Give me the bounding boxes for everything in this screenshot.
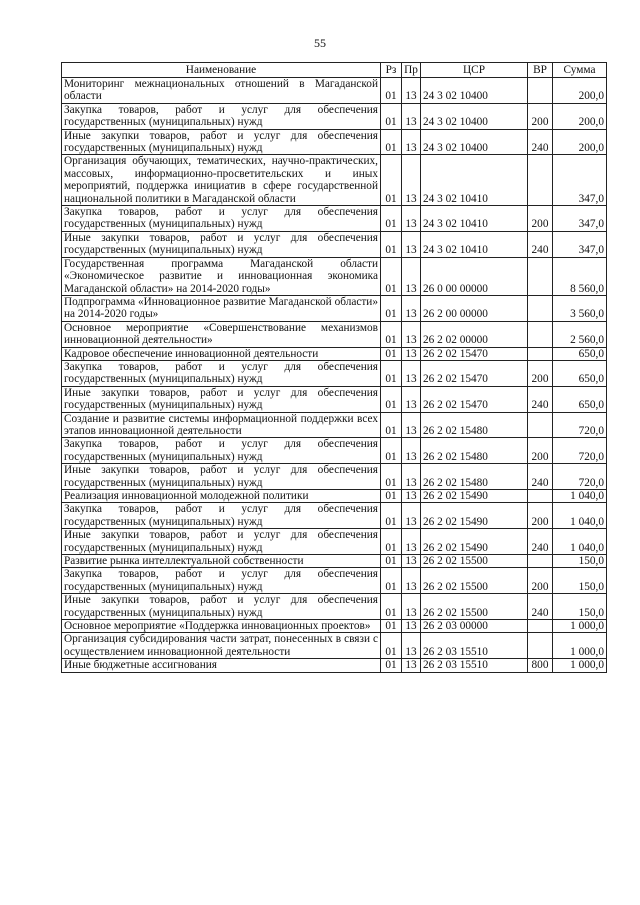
row-pr-cell: 13 (402, 78, 421, 104)
table-row (62, 295, 607, 321)
row-csr-cell: 24 3 02 10410 (421, 206, 528, 232)
row-name-cell: Организация обучающих, тематических, научно-практических, массовых, информационно-просветительских и иных мероприятий, поддержка инициатив в сфере государственной национальной политики в Магаданской области (62, 155, 381, 206)
row-rz-cell: 01 (381, 659, 402, 672)
row-vr-cell (528, 295, 553, 321)
row-pr-cell: 13 (402, 503, 421, 529)
row-sum-cell: 1 000,0 (553, 633, 607, 659)
row-vr-cell: 800 (528, 659, 553, 672)
row-csr-cell: 26 2 02 15470 (421, 360, 528, 386)
row-name-cell: Основное мероприятие «Совершенствование механизмов инновационной деятельности» (62, 321, 381, 347)
row-pr-cell: 13 (402, 555, 421, 568)
row-csr-cell: 26 2 02 15500 (421, 555, 528, 568)
row-sum-cell: 347,0 (553, 231, 607, 257)
row-rz-cell: 01 (381, 620, 402, 633)
row-rz-cell: 01 (381, 206, 402, 232)
row-vr-cell: 240 (528, 129, 553, 155)
row-name-cell: Закупка товаров, работ и услуг для обеспечения государственных (муниципальных) нужд (62, 568, 381, 594)
row-vr-cell: 240 (528, 386, 553, 412)
row-name-cell: Иные бюджетные ассигнования (62, 659, 381, 672)
row-pr-cell: 13 (402, 464, 421, 490)
row-rz-cell: 01 (381, 568, 402, 594)
row-pr-cell: 13 (402, 103, 421, 129)
row-rz-cell: 01 (381, 594, 402, 620)
row-pr-cell: 13 (402, 257, 421, 295)
row-csr-cell: 26 2 02 15490 (421, 529, 528, 555)
row-sum-cell: 3 560,0 (553, 295, 607, 321)
table-row (62, 555, 607, 568)
header-name: Наименование (62, 63, 381, 78)
table-row (62, 386, 607, 412)
row-rz-cell: 01 (381, 360, 402, 386)
table-row (62, 206, 607, 232)
row-name-cell: Иные закупки товаров, работ и услуг для обеспечения государственных (муниципальных) нужд (62, 529, 381, 555)
row-name-cell: Создание и развитие системы информационной поддержки всех этапов инновационной деятельности (62, 412, 381, 438)
row-vr-cell: 240 (528, 594, 553, 620)
row-rz-cell: 01 (381, 347, 402, 360)
row-vr-cell: 200 (528, 103, 553, 129)
table-row (62, 257, 607, 295)
row-rz-cell: 01 (381, 231, 402, 257)
row-pr-cell: 13 (402, 347, 421, 360)
row-pr-cell: 13 (402, 129, 421, 155)
header-rz: Рз (381, 63, 402, 78)
table-row (62, 155, 607, 206)
row-vr-cell (528, 347, 553, 360)
table-row (62, 529, 607, 555)
table-row (62, 464, 607, 490)
row-sum-cell: 150,0 (553, 555, 607, 568)
row-vr-cell (528, 78, 553, 104)
table-row (62, 620, 607, 633)
row-vr-cell (528, 555, 553, 568)
header-vr: ВР (528, 63, 553, 78)
row-pr-cell: 13 (402, 386, 421, 412)
row-sum-cell: 200,0 (553, 103, 607, 129)
row-vr-cell: 200 (528, 360, 553, 386)
row-sum-cell: 200,0 (553, 78, 607, 104)
header-csr: ЦСР (421, 63, 528, 78)
row-sum-cell: 347,0 (553, 155, 607, 206)
row-csr-cell: 24 3 02 10410 (421, 231, 528, 257)
table-row (62, 503, 607, 529)
row-csr-cell: 26 2 02 15480 (421, 464, 528, 490)
row-name-cell: Иные закупки товаров, работ и услуг для обеспечения государственных (муниципальных) нужд (62, 129, 381, 155)
row-pr-cell: 13 (402, 321, 421, 347)
table-row (62, 360, 607, 386)
row-csr-cell: 26 2 02 15490 (421, 503, 528, 529)
row-name-cell: Государственная программа Магаданской области «Экономическое развитие и инновационная экономика Магаданской области» на 2014-2020 годы» (62, 257, 381, 295)
row-csr-cell: 24 3 02 10400 (421, 78, 528, 104)
row-name-cell: Закупка товаров, работ и услуг для обеспечения государственных (муниципальных) нужд (62, 438, 381, 464)
row-pr-cell: 13 (402, 412, 421, 438)
row-csr-cell: 26 2 02 15500 (421, 568, 528, 594)
row-rz-cell: 01 (381, 155, 402, 206)
row-sum-cell: 1 040,0 (553, 529, 607, 555)
row-pr-cell: 13 (402, 438, 421, 464)
row-vr-cell: 200 (528, 503, 553, 529)
row-vr-cell: 240 (528, 231, 553, 257)
row-sum-cell: 200,0 (553, 129, 607, 155)
table-row (62, 594, 607, 620)
row-rz-cell: 01 (381, 103, 402, 129)
row-pr-cell: 13 (402, 568, 421, 594)
row-sum-cell: 2 560,0 (553, 321, 607, 347)
row-vr-cell (528, 620, 553, 633)
row-rz-cell: 01 (381, 555, 402, 568)
table-row (62, 129, 607, 155)
row-name-cell: Закупка товаров, работ и услуг для обеспечения государственных (муниципальных) нужд (62, 103, 381, 129)
row-vr-cell (528, 155, 553, 206)
table-row (62, 659, 607, 672)
row-csr-cell: 26 2 02 15470 (421, 386, 528, 412)
row-sum-cell: 1 040,0 (553, 490, 607, 503)
table-row (62, 438, 607, 464)
row-rz-cell: 01 (381, 529, 402, 555)
row-name-cell: Иные закупки товаров, работ и услуг для обеспечения государственных (муниципальных) нужд (62, 594, 381, 620)
row-vr-cell (528, 321, 553, 347)
row-csr-cell: 24 3 02 10410 (421, 155, 528, 206)
row-rz-cell: 01 (381, 503, 402, 529)
row-rz-cell: 01 (381, 295, 402, 321)
row-csr-cell: 24 3 02 10400 (421, 129, 528, 155)
row-pr-cell: 13 (402, 620, 421, 633)
row-pr-cell: 13 (402, 231, 421, 257)
row-name-cell: Организация субсидирования части затрат, понесенных в связи с осуществлением инновационной деятельности (62, 633, 381, 659)
row-rz-cell: 01 (381, 129, 402, 155)
row-sum-cell: 650,0 (553, 386, 607, 412)
row-sum-cell: 150,0 (553, 594, 607, 620)
table-row (62, 103, 607, 129)
row-pr-cell: 13 (402, 295, 421, 321)
row-csr-cell: 26 2 02 15490 (421, 490, 528, 503)
row-rz-cell: 01 (381, 490, 402, 503)
header-pr: Пр (402, 63, 421, 78)
row-csr-cell: 26 2 02 15470 (421, 347, 528, 360)
row-pr-cell: 13 (402, 529, 421, 555)
row-rz-cell: 01 (381, 78, 402, 104)
header-sum: Сумма (553, 63, 607, 78)
row-name-cell: Подпрограмма «Инновационное развитие Магаданской области» на 2014-2020 годы» (62, 295, 381, 321)
table-row (62, 490, 607, 503)
row-name-cell: Основное мероприятие «Поддержка инновационных проектов» (62, 620, 381, 633)
table-row (62, 412, 607, 438)
row-pr-cell: 13 (402, 206, 421, 232)
row-sum-cell: 8 560,0 (553, 257, 607, 295)
row-pr-cell: 13 (402, 659, 421, 672)
row-name-cell: Иные закупки товаров, работ и услуг для обеспечения государственных (муниципальных) нужд (62, 386, 381, 412)
row-pr-cell: 13 (402, 594, 421, 620)
table-row (62, 633, 607, 659)
row-name-cell: Мониторинг межнациональных отношений в Магаданской области (62, 78, 381, 104)
row-vr-cell (528, 412, 553, 438)
table-header-row (62, 63, 607, 78)
row-vr-cell: 240 (528, 529, 553, 555)
row-csr-cell: 26 2 02 15500 (421, 594, 528, 620)
row-csr-cell: 26 2 03 15510 (421, 633, 528, 659)
row-vr-cell (528, 633, 553, 659)
row-sum-cell: 720,0 (553, 412, 607, 438)
row-sum-cell: 1 000,0 (553, 620, 607, 633)
row-name-cell: Реализация инновационной молодежной политики (62, 490, 381, 503)
row-csr-cell: 26 2 02 15480 (421, 412, 528, 438)
row-vr-cell: 200 (528, 568, 553, 594)
row-pr-cell: 13 (402, 155, 421, 206)
row-rz-cell: 01 (381, 464, 402, 490)
row-vr-cell (528, 257, 553, 295)
row-csr-cell: 24 3 02 10400 (421, 103, 528, 129)
row-csr-cell: 26 2 03 15510 (421, 659, 528, 672)
row-csr-cell: 26 2 03 00000 (421, 620, 528, 633)
row-rz-cell: 01 (381, 321, 402, 347)
row-rz-cell: 01 (381, 438, 402, 464)
row-name-cell: Закупка товаров, работ и услуг для обеспечения государственных (муниципальных) нужд (62, 503, 381, 529)
row-sum-cell: 720,0 (553, 464, 607, 490)
row-vr-cell: 200 (528, 438, 553, 464)
table-row (62, 568, 607, 594)
page-number: 55 (314, 36, 326, 50)
row-name-cell: Иные закупки товаров, работ и услуг для обеспечения государственных (муниципальных) нужд (62, 231, 381, 257)
row-sum-cell: 720,0 (553, 438, 607, 464)
row-vr-cell (528, 490, 553, 503)
row-pr-cell: 13 (402, 360, 421, 386)
row-csr-cell: 26 2 02 15480 (421, 438, 528, 464)
row-sum-cell: 1 040,0 (553, 503, 607, 529)
row-vr-cell: 200 (528, 206, 553, 232)
row-rz-cell: 01 (381, 633, 402, 659)
row-csr-cell: 26 0 00 00000 (421, 257, 528, 295)
row-sum-cell: 650,0 (553, 360, 607, 386)
table-row (62, 321, 607, 347)
row-rz-cell: 01 (381, 412, 402, 438)
table-row (62, 347, 607, 360)
row-name-cell: Закупка товаров, работ и услуг для обеспечения государственных (муниципальных) нужд (62, 360, 381, 386)
table-row (62, 78, 607, 104)
row-pr-cell: 13 (402, 633, 421, 659)
row-name-cell: Иные закупки товаров, работ и услуг для обеспечения государственных (муниципальных) нужд (62, 464, 381, 490)
row-sum-cell: 650,0 (553, 347, 607, 360)
row-sum-cell: 347,0 (553, 206, 607, 232)
row-name-cell: Кадровое обеспечение инновационной деятельности (62, 347, 381, 360)
row-pr-cell: 13 (402, 490, 421, 503)
row-rz-cell: 01 (381, 257, 402, 295)
row-rz-cell: 01 (381, 386, 402, 412)
row-name-cell: Закупка товаров, работ и услуг для обеспечения государственных (муниципальных) нужд (62, 206, 381, 232)
row-csr-cell: 26 2 02 00000 (421, 321, 528, 347)
row-csr-cell: 26 2 00 00000 (421, 295, 528, 321)
row-sum-cell: 150,0 (553, 568, 607, 594)
row-vr-cell: 240 (528, 464, 553, 490)
budget-table (61, 62, 607, 673)
table-row (62, 231, 607, 257)
row-name-cell: Развитие рынка интеллектуальной собственности (62, 555, 381, 568)
row-sum-cell: 1 000,0 (553, 659, 607, 672)
